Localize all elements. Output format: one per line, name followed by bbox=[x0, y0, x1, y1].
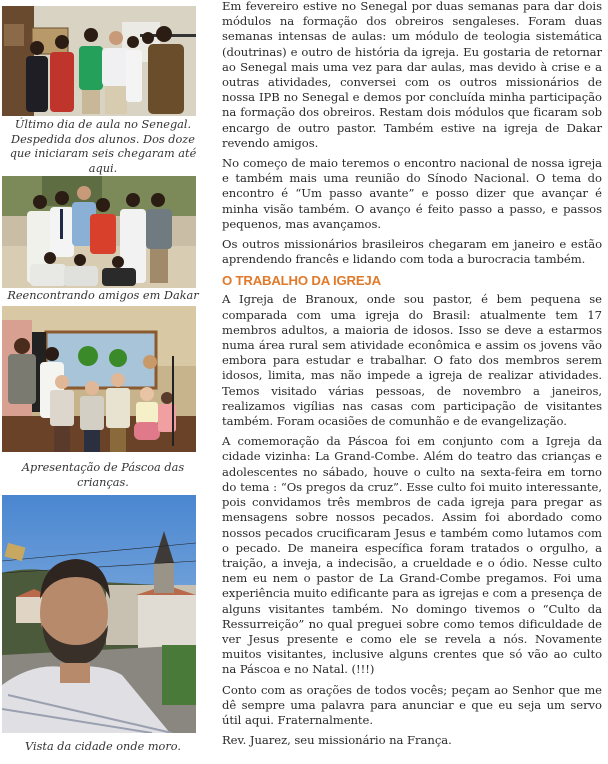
article-paragraph: Conto com as orações de todos vocês; peçam ao Senhor que me dê sempre uma palavra para anunciar e que eu seja um servo útil aqui. Fraternalmente. bbox=[222, 682, 602, 727]
article-signature: Rev. Juarez, seu missionário na França. bbox=[222, 733, 452, 748]
article-paragraph: A Igreja de Branoux, onde sou pastor, é bem pequena se comparada com uma igreja do Brasil: atualmente tem 17 membros adultos, a maioria de idosos. Isso se deve a estarmos numa área rural sem atividade econômica e assim os jovens vão embora para estudar e trabalhar. O fato dos membros serem idosos, limita, mas não impede a igreja de realizar atividades. Temos visitado várias pessoas, de novembro a janeiros, realizamos vigílias nas casas com participação de visitantes também. Foram ocasiões de comunhão e de evangelização. bbox=[222, 292, 602, 429]
photo-senegal-class bbox=[2, 6, 196, 116]
article-body bbox=[222, 0, 602, 753]
article-paragraph: A comemoração da Páscoa foi em conjunto com a Igreja da cidade vizinha: La Grand-Combe. Além do teatro das crianças e adolescentes no sábado, houve o culto na sexta-feira em torno do tema : “Os pregos da cruz”. Esse culto foi muito interessante, pois convidamos três membros de cada igreja para pregar as mensagens sobre nossos pecados. Assim foi abordado como nossos pecados crucificaram Jesus e também como lutamos com o pecado. De maneira específica foram tratados o orgulho, a traição, a inveja, a indecisão, a crueldade e o ódio. Nesse culto nem eu nem o pastor de La Grand-Combe pregamos. Foi uma experiência muito edificante para as igrejas e com a presença de alguns visitantes também. No domingo tivemos o “Culto da Ressurreição” no qual preguei sobre como temos dificuldade de ver Jesus presente e como ele se revela a nós. Novamente muitos visitantes, inclusive alguns crentes que só vão ao culto na Páscoa e no Natal. (!!!) bbox=[222, 434, 602, 677]
article-paragraph: Em fevereiro estive no Senegal por duas semanas para dar dois módulos na formação dos obreiros sengaleses. Foram duas semanas intensas de aulas: um módulo de teologia sistemática (doutrinas) e outro de história da igreja. Eu gostaria de retornar ao Senegal mais uma vez para dar aulas, mas devido à crise e a outras atividades, conversei com os outros missionários de nossa IPB no Senegal e demos por concluída minha participação na formação dos obreiros. Restam dois módulos que ficaram sob encargo de outro pastor. Também estive na igreja de Dakar revendo amigos. bbox=[222, 0, 602, 150]
photo-dakar-friends-caption: Reencontrando amigos em Dakar bbox=[7, 289, 199, 302]
photo-easter-children bbox=[2, 306, 196, 452]
photo-easter-children-image bbox=[2, 306, 196, 452]
article-paragraph: No começo de maio teremos o encontro nacional de nossa igreja e também mais uma reunião do Sínodo Nacional. O tema do encontro é “Um passo avante” e posso dizer que avançar é minha visão também. O avanço é feito passo a passo, e passos pequenos, mas avançamos. bbox=[222, 156, 602, 231]
section-heading: O TRABALHO DA IGREJA bbox=[222, 273, 381, 289]
photo-dakar-friends bbox=[2, 176, 196, 288]
article-paragraph: Os outros missionários brasileiros chegaram em janeiro e estão aprendendo francês e lidando com toda a burocracia também. bbox=[222, 237, 602, 267]
photo-city-view bbox=[2, 495, 196, 733]
photo-city-view-image bbox=[2, 495, 196, 733]
photo-easter-children-caption: Apresentação de Páscoa das crianças. bbox=[21, 461, 185, 489]
photo-dakar-friends-image bbox=[2, 176, 196, 288]
photo-city-view-caption: Vista da cidade onde moro. bbox=[25, 740, 181, 753]
photo-senegal-class-caption: Último dia de aula no Senegal. Despedida dos alunos. Dos doze que iniciaram seis chegaram até aqui. bbox=[9, 118, 197, 175]
photo-senegal-class-image bbox=[2, 6, 196, 116]
